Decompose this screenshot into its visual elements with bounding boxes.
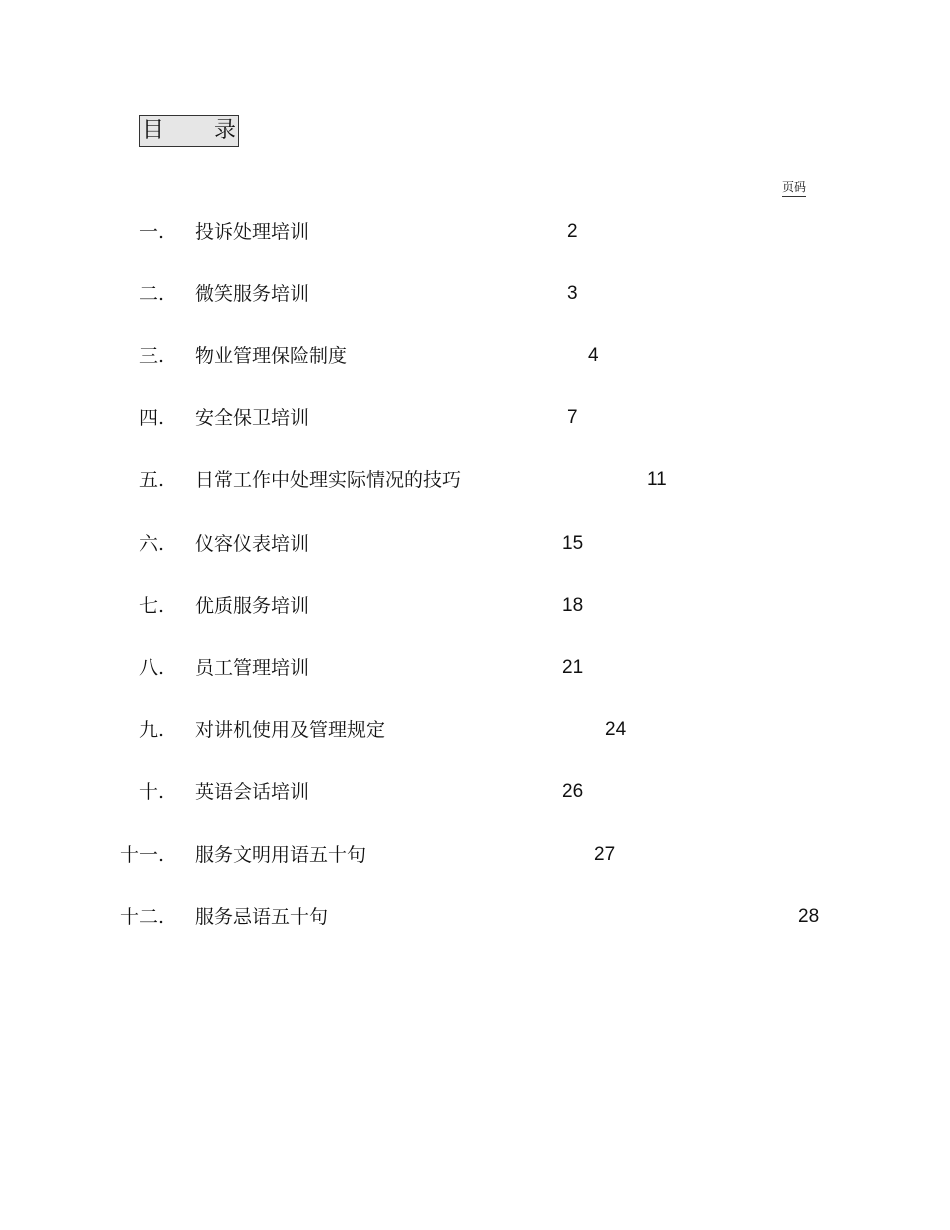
- toc-entry-page: 27: [594, 844, 616, 865]
- toc-entry-page: 26: [562, 781, 584, 802]
- toc-entry-number: 一.: [138, 221, 164, 243]
- toc-entry-title: 服务文明用语五十句: [195, 844, 367, 866]
- toc-entry-title: 仪容仪表培训: [195, 533, 310, 555]
- toc-entry-title: 对讲机使用及管理规定: [195, 719, 386, 741]
- toc-entry-number: 二.: [138, 283, 164, 305]
- toc-entry: [0, 403, 950, 433]
- toc-entry: [0, 341, 950, 371]
- toc-entry: [0, 715, 950, 745]
- toc-title-char-1: 目: [142, 118, 165, 143]
- toc-entry-title: 日常工作中处理实际情况的技巧: [195, 469, 462, 491]
- toc-entry-number: 九.: [138, 719, 164, 741]
- toc-entry: [0, 591, 950, 621]
- toc-entry-number: 十.: [138, 781, 164, 803]
- toc-entry-title: 员工管理培训: [195, 657, 310, 679]
- toc-entry-number: 十一.: [119, 844, 164, 866]
- toc-entry-title: 安全保卫培训: [195, 407, 310, 429]
- toc-entry-page: 11: [647, 469, 667, 490]
- toc-entry-page: 2: [567, 221, 578, 242]
- toc-entry: [0, 840, 950, 870]
- toc-entry-title: 物业管理保险制度: [195, 345, 348, 367]
- toc-entry: [0, 529, 950, 559]
- toc-entry-page: 24: [605, 719, 627, 740]
- toc-entry-number: 四.: [138, 407, 164, 429]
- toc-entry: [0, 653, 950, 683]
- toc-entry-title: 优质服务培训: [195, 595, 310, 617]
- toc-entry-page: 15: [562, 533, 584, 554]
- toc-title-char-2: 录: [213, 118, 236, 143]
- toc-entry: [0, 777, 950, 807]
- toc-entry-title: 服务忌语五十句: [195, 906, 329, 928]
- toc-entry-page: 4: [588, 345, 599, 366]
- toc-entry-page: 18: [562, 595, 584, 616]
- toc-entry-title: 英语会话培训: [195, 781, 310, 803]
- toc-entry-page: 3: [567, 283, 578, 304]
- toc-entry: [0, 279, 950, 309]
- toc-entry-page: 28: [798, 906, 820, 927]
- toc-entry: [0, 902, 950, 932]
- toc-entry: [0, 217, 950, 247]
- toc-entry-number: 六.: [138, 533, 164, 555]
- page-code-label: 页码: [782, 180, 806, 197]
- toc-entry-number: 八.: [138, 657, 164, 679]
- toc-title-box: [139, 115, 239, 147]
- toc-entry-number: 七.: [138, 595, 164, 617]
- toc-entry-page: 21: [562, 657, 584, 678]
- toc-entry: [0, 465, 950, 495]
- toc-entry-number: 五.: [138, 469, 164, 491]
- toc-entry-page: 7: [567, 407, 578, 428]
- toc-entry-number: 三.: [138, 345, 164, 367]
- toc-entry-title: 微笑服务培训: [195, 283, 310, 305]
- toc-entry-title: 投诉处理培训: [195, 221, 310, 243]
- toc-entry-number: 十二.: [119, 906, 164, 928]
